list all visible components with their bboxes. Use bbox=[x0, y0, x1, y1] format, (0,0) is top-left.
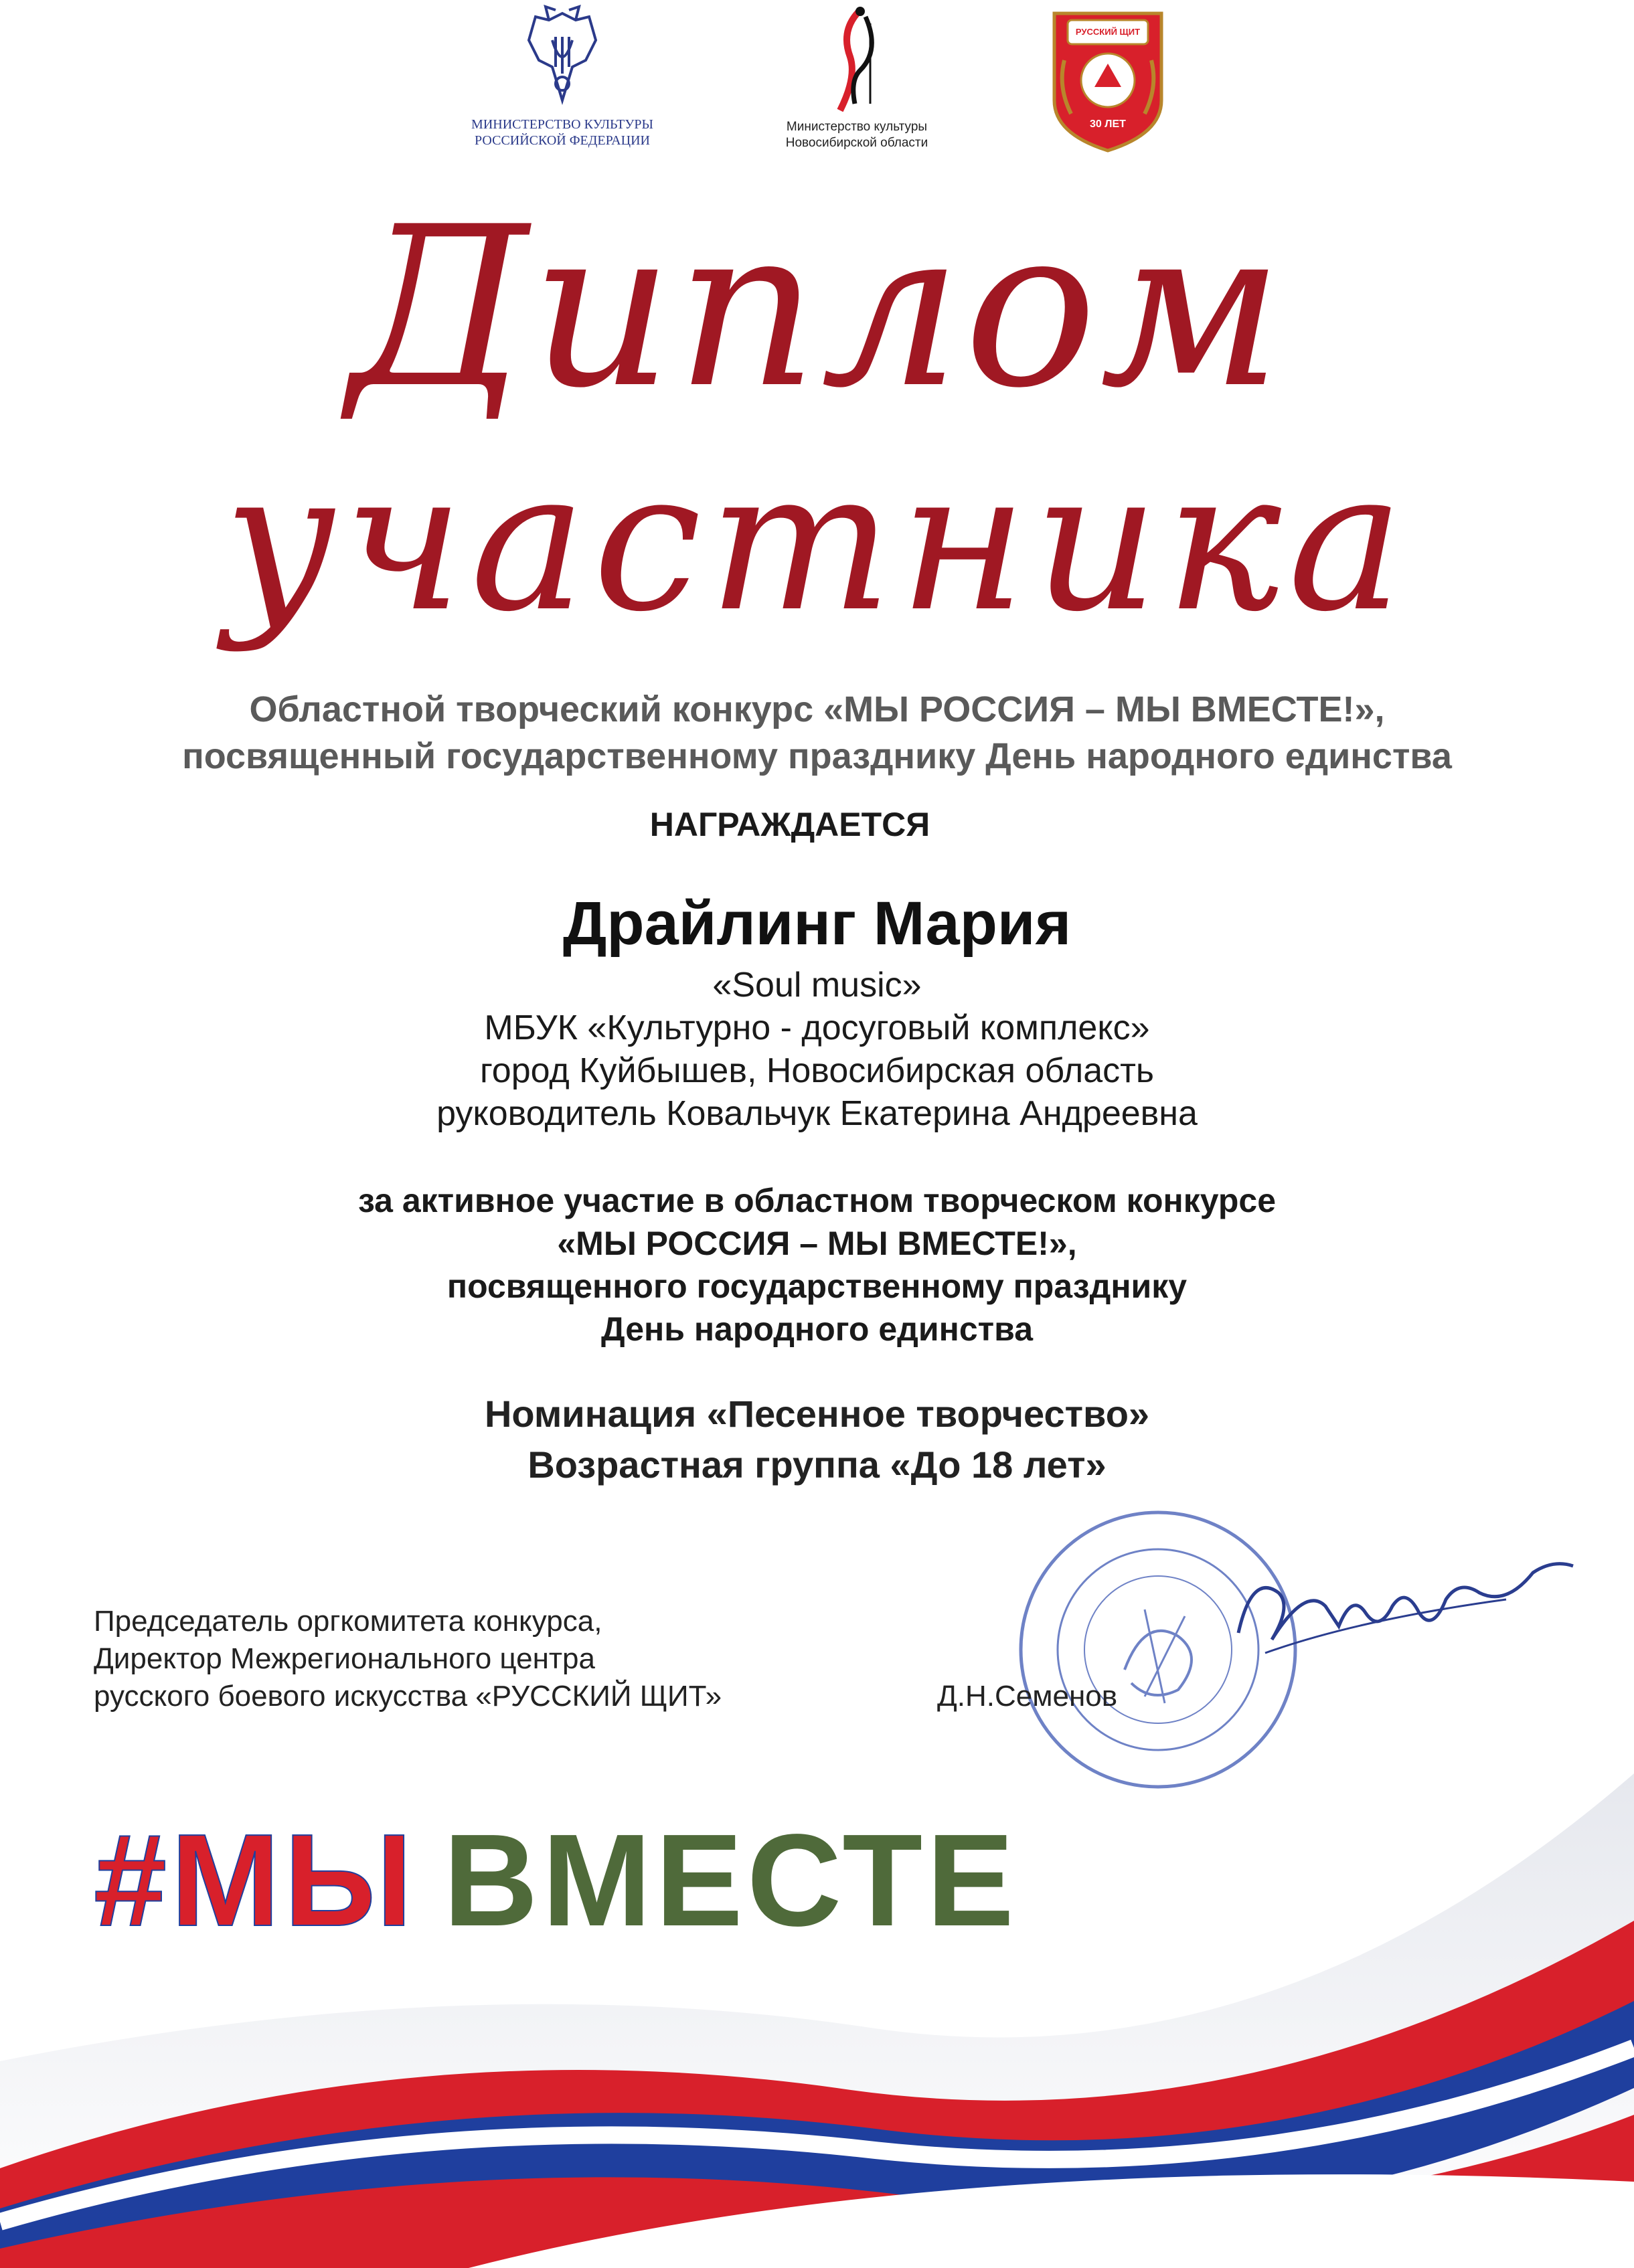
recipient-leader: руководитель Ковальчук Екатерина Андреевна bbox=[436, 1094, 1198, 1133]
contest-line1: Областной творческий конкурс «МЫ РОССИЯ – МЫ ВМЕСТЕ!», bbox=[249, 689, 1385, 729]
signature-line3: русского боевого искусства «РУССКИЙ ЩИТ» bbox=[94, 1680, 722, 1713]
logo2-caption-line2: Новосибирской области bbox=[785, 136, 928, 150]
recipient-city: город Куйбышев, Новосибирская область bbox=[479, 1051, 1155, 1090]
russian-flag-waves bbox=[0, 1713, 1634, 2268]
violin-scroll-icon bbox=[813, 3, 900, 117]
logo-ministry-culture-rf bbox=[462, 0, 663, 161]
hashtag-banner bbox=[94, 1807, 1018, 1953]
reason-line1: за активное участие в областном творческом конкурсе bbox=[357, 1182, 1277, 1219]
contest-heading bbox=[0, 686, 1634, 780]
recipient-group: «Soul music» bbox=[712, 966, 922, 1005]
signature-line2: Директор Межрегионального центра bbox=[94, 1642, 595, 1675]
diploma-title-line1: Диплом bbox=[348, 179, 1286, 436]
logo-russian-shield bbox=[1048, 0, 1168, 154]
signature-line1: Председатель оргкомитета конкурса, bbox=[94, 1605, 602, 1638]
hashtag-part1: #МЫ bbox=[94, 1807, 417, 1953]
signer-name: Д.Н.Семенов bbox=[937, 1680, 1118, 1713]
awarded-label: НАГРАЖДАЕТСЯ bbox=[649, 806, 930, 843]
logo-ministry-culture-nso bbox=[763, 0, 951, 161]
age-group: Возрастная группа «До 18 лет» bbox=[527, 1444, 1107, 1486]
recipient-name: Драйлинг Мария bbox=[562, 889, 1072, 958]
logo1-caption-line1: МИНИСТЕРСТВО КУЛЬТУРЫ bbox=[471, 117, 653, 132]
badge-bottom-text: 30 ЛЕТ bbox=[1090, 118, 1126, 130]
diploma-title-line2: участника bbox=[224, 429, 1410, 655]
hashtag-part2: ВМЕСТЕ bbox=[443, 1807, 1018, 1953]
logo1-caption-line2: РОССИЙСКОЙ ФЕДЕРАЦИИ bbox=[475, 133, 650, 148]
contest-line2: посвященный государственному празднику День народного единства bbox=[182, 736, 1452, 776]
reason-line3: посвященного государственному празднику bbox=[446, 1268, 1188, 1305]
award-reason bbox=[0, 1179, 1634, 1350]
recipient-details bbox=[0, 964, 1634, 1135]
nomination-block bbox=[0, 1389, 1634, 1490]
reason-line4: День народного единства bbox=[600, 1310, 1034, 1348]
badge-top-text: РУССКИЙ ЩИТ bbox=[1075, 27, 1141, 37]
reason-line2: «МЫ РОССИЯ – МЫ ВМЕСТЕ!», bbox=[557, 1225, 1077, 1262]
nomination: Номинация «Песенное творчество» bbox=[484, 1393, 1150, 1435]
signature-block bbox=[94, 1603, 964, 1715]
logo2-caption-line1: Министерство культуры bbox=[786, 120, 928, 134]
recipient-org: МБУК «Культурно - досуговый комплекс» bbox=[484, 1009, 1150, 1047]
double-headed-eagle-icon bbox=[522, 0, 602, 114]
handwritten-signature bbox=[1225, 1546, 1586, 1680]
